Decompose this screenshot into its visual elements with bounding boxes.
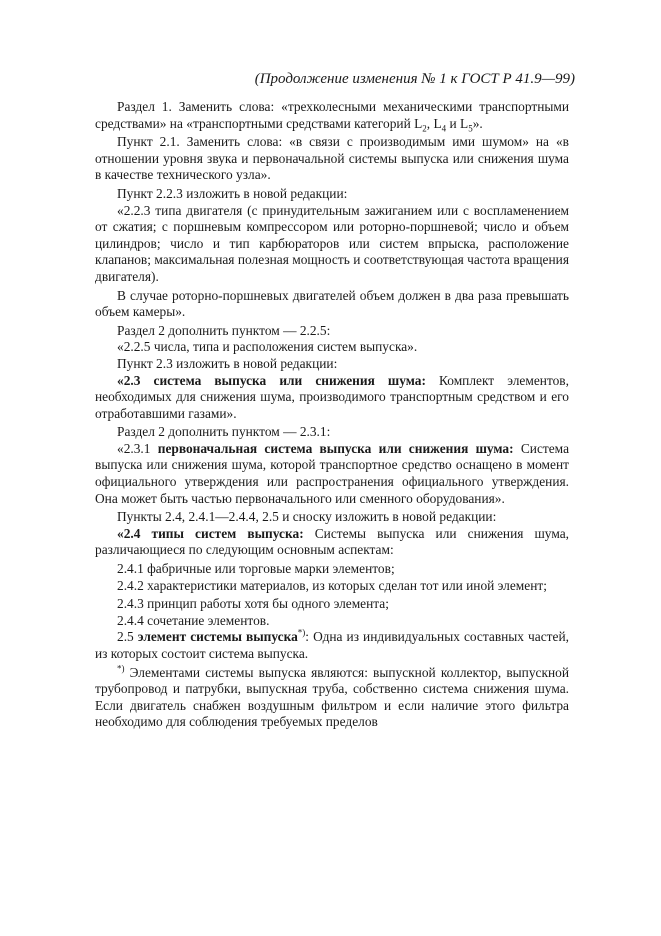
paragraph-item-2-4-2: 2.4.2 характеристики материалов, из которых сделан тот или иной элемент; xyxy=(117,577,547,593)
text-segment: , L xyxy=(426,115,442,131)
text-segment: ». xyxy=(472,115,483,131)
paragraph-item-2-2-3-intro: Пункт 2.2.3 изложить в новой редакции: xyxy=(117,185,348,201)
paragraph-item-2-4 xyxy=(95,526,569,559)
term-bold: элемент системы выпуска xyxy=(137,629,298,645)
term-bold: «2.3 система выпуска или снижения шума: xyxy=(117,372,426,388)
text-segment: Элементами системы выпуска являются: выпускной коллектор, выпускной трубопровод и патрубки, выпускная труба, собственно система снижения шума. Если двигатель снабжен воздушным фильтром и если наличие этого фильтра необходимо для соблюдения требуемых пределов xyxy=(95,664,569,730)
paragraph-item-2-2-5: «2.2.5 числа, типа и расположения систем выпуска». xyxy=(117,339,418,355)
paragraph-item-2-3-1 xyxy=(95,441,569,507)
subscript: 2 xyxy=(422,123,427,134)
text-segment: Системы выпуска или снижения шума, различающиеся по следующим основным аспектам: xyxy=(95,525,569,558)
text-segment: : Одна из индивидуальных составных частей, из которых состоит система выпуска. xyxy=(95,629,569,661)
term-bold: «2.4 типы систем выпуска: xyxy=(117,525,304,541)
subscript: 4 xyxy=(441,123,447,134)
paragraph-item-2-3-intro: Пункт 2.3 изложить в новой редакции: xyxy=(117,355,338,371)
paragraph-items-2-4-intro: Пункты 2.4, 2.4.1—2.4.4, 2.5 и сноску изложить в новой редакции: xyxy=(117,509,497,525)
text-segment: Раздел 1. Заменить слова: «трехколесными механическими транспортными средствами» на «транспортными средствами категорий L xyxy=(95,99,569,131)
footnote-marker: *) xyxy=(117,663,125,674)
continuation-header: (Продолжение изменения № 1 к ГОСТ Р 41.9—99) xyxy=(254,71,575,87)
text-segment: «2.3.1 xyxy=(117,440,158,456)
paragraph-section-1 xyxy=(95,99,569,132)
paragraph-item-2-4-1: 2.4.1 фабричные или торговые марки элементов; xyxy=(117,561,395,577)
paragraph-rotary-engines: В случае роторно-поршневых двигателей объем должен в два раза превышать объем камеры». xyxy=(95,287,569,320)
paragraph-section-2-add-2-3-1: Раздел 2 дополнить пунктом — 2.3.1: xyxy=(117,424,331,440)
paragraph-item-2-2-3: «2.2.3 типа двигателя (с принудительным зажиганием или с воспламенением от сжатия; с поршневым компрессором или роторно-поршневой; число и объем цилиндров; число и тип карбюраторов или систем впрыска, расположение клапанов; максимальная полезная мощность и соответствующая частота вращения двигателя). xyxy=(95,202,569,284)
footnote-marker: *) xyxy=(297,627,306,638)
paragraph-item-2-1: Пункт 2.1. Заменить слова: «в связи с производимым ими шумом» на «в отношении уровня звука и первоначальной системы выпуска или снижения шума в качестве технического узла». xyxy=(95,134,569,183)
paragraph-item-2-4-4: 2.4.4 сочетание элементов. xyxy=(117,612,270,628)
text-segment: Комплект элементов, необходимых для снижения шума, производимого транспортным средством и его отработавшими газами». xyxy=(95,372,569,421)
text-segment: Система выпуска или снижения шума, которой транспортное средство оснащено в момент официального утверждения или распространения официального утверждения. Она может быть частью первоначального или сменного оборудования». xyxy=(95,440,570,506)
paragraph-item-2-5 xyxy=(95,629,569,662)
paragraph-item-2-3 xyxy=(95,373,569,423)
term-bold: первоначальная система выпуска или снижения шума: xyxy=(157,440,514,456)
paragraph-footnote xyxy=(95,665,569,731)
paragraph-item-2-4-3: 2.4.3 принцип работы хотя бы одного элемента; xyxy=(117,596,389,612)
document-body xyxy=(95,99,569,733)
text-segment: и L xyxy=(446,115,469,131)
text-segment: 2.5 xyxy=(117,629,138,645)
paragraph-section-2-add-2-2-5: Раздел 2 дополнить пунктом — 2.2.5: xyxy=(117,322,331,338)
subscript: 5 xyxy=(468,123,473,134)
